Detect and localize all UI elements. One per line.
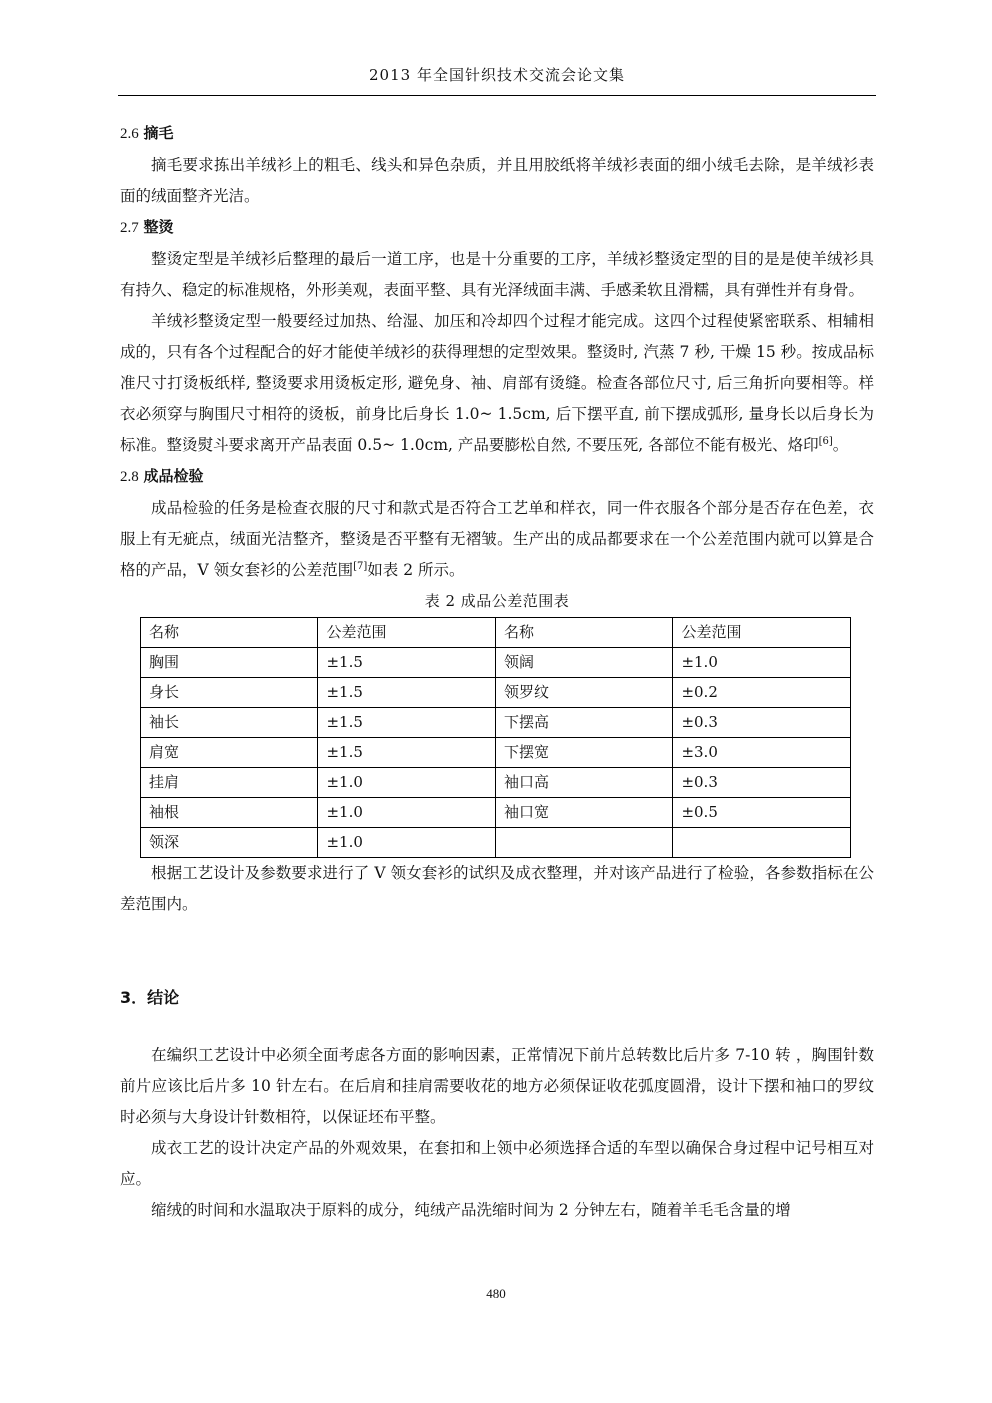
conclusion-paragraph-1: 在编织工艺设计中必须全面考虑各方面的影响因素，正常情况下前片总转数比后片多 7-10 转 ，胸围针数前片应该比后片多 10 针左右。在后肩和挂肩需要收花的地方必须保证收花弧度圆滑，设计下摆和袖口的罗纹时必须与大身设计针数相符，以保证坯布平整。 — [120, 1046, 874, 1126]
conclusion-heading: 3．结论 — [120, 988, 180, 1007]
table-row — [141, 678, 851, 708]
paragraph-end: 如表 2 所示。 — [367, 561, 465, 579]
table-row — [141, 798, 851, 828]
section-number: 2.6 — [120, 126, 139, 142]
section-2-8-heading — [120, 461, 874, 493]
section-2-7-heading — [120, 212, 874, 244]
table-row — [141, 738, 851, 768]
conclusion-paragraph-2: 成衣工艺的设计决定产品的外观效果，在套扣和上领中必须选择合适的车型以确保合身过程中记号相互对应。 — [120, 1139, 874, 1188]
table-cell: 领阔 — [495, 648, 672, 678]
table-cell: 袖根 — [141, 798, 318, 828]
table-cell: ±1.0 — [318, 798, 496, 828]
table-cell: 身长 — [141, 678, 318, 708]
table-cell: 袖口宽 — [495, 798, 672, 828]
table-header-cell: 名称 — [141, 618, 318, 648]
paragraph-text: 成品检验的任务是检查衣服的尺寸和款式是否符合工艺单和样衣，同一件衣服各个部分是否存在色差，衣服上有无疵点，绒面光洁整齐，整烫是否平整有无褶皱。生产出的成品都要求在一个公差范围内就可以算是合格的产品，V 领女套衫的公差范围 — [120, 499, 874, 579]
section-spacer — [120, 920, 874, 982]
table-row — [141, 828, 851, 858]
table-cell: 袖长 — [141, 708, 318, 738]
table-cell: ±3.0 — [673, 738, 851, 768]
table-row — [141, 648, 851, 678]
section-number: 2.7 — [120, 220, 139, 236]
table-cell: ±1.5 — [318, 738, 496, 768]
paragraph-text: 羊绒衫整烫定型一般要经过加热、给湿、加压和冷却四个过程才能完成。这四个过程使紧密联系、相辅相成的，只有各个过程配合的好才能使羊绒衫的获得理想的定型效果。整烫时, 汽蒸 7 秒, 干燥 15 秒。按成品标准尺寸打烫板纸样, 整烫要求用烫板定形, 避免身、袖、肩部有烫缝。检查各部位尺寸, 后三角折向要相等。样衣必须穿与胸围尺寸相符的烫板，前身比后身长 1.0~ 1.5cm, 后下摆平直, 前下摆成弧形, 量身长以后身长为标准。整烫熨斗要求离开产品表面 0.5~ 1.0cm, 产品要膨松自然, 不要压死, 各部位不能有极光、烙印 — [120, 312, 874, 454]
table-cell: 胸围 — [141, 648, 318, 678]
table-cell: ±0.3 — [673, 708, 851, 738]
table-cell: ±1.5 — [318, 678, 496, 708]
page-number: 480 — [486, 1286, 506, 1301]
paragraph-end: 。 — [832, 436, 849, 454]
section-2-6-heading — [120, 118, 874, 150]
table-cell: ±1.0 — [318, 768, 496, 798]
tolerance-table — [140, 617, 851, 858]
conclusion-paragraph-3: 缩绒的时间和水温取决于原料的成分，纯绒产品洗缩时间为 2 分钟左右，随着羊毛毛含量的增 — [151, 1201, 791, 1219]
table-header-row — [141, 618, 851, 648]
table-cell: 袖口高 — [495, 768, 672, 798]
citation-ref: [6] — [818, 435, 833, 447]
running-header: 2013 年全国针织技术交流会论文集 — [369, 66, 625, 84]
table-cell: 挂肩 — [141, 768, 318, 798]
table-row — [141, 708, 851, 738]
table-cell — [673, 828, 851, 858]
table-row — [141, 768, 851, 798]
citation-ref: [7] — [353, 560, 368, 572]
table-cell: ±1.0 — [318, 828, 496, 858]
table-cell: ±0.5 — [673, 798, 851, 828]
table-cell: 下摆高 — [495, 708, 672, 738]
table-cell: 肩宽 — [141, 738, 318, 768]
table-caption: 表 2 成品公差范围表 — [424, 592, 570, 610]
section-2-7-paragraph-1: 整烫定型是羊绒衫后整理的最后一道工序，也是十分重要的工序，羊绒衫整烫定型的目的是是使羊绒衫具有持久、稳定的标准规格，外形美观，表面平整、具有光泽绒面丰满、手感柔软且滑糯，具有弹性并有身骨。 — [120, 250, 874, 299]
page-content — [120, 118, 874, 1226]
table-header-cell: 名称 — [495, 618, 672, 648]
table-cell: ±1.0 — [673, 648, 851, 678]
table-cell: 领深 — [141, 828, 318, 858]
table-header-cell: 公差范围 — [318, 618, 496, 648]
header-rule — [118, 95, 876, 96]
table-cell — [495, 828, 672, 858]
section-2-8-paragraph — [120, 493, 874, 586]
table-cell: 领罗纹 — [495, 678, 672, 708]
section-number: 2.8 — [120, 469, 139, 485]
section-title: 成品检验 — [143, 467, 204, 485]
section-2-6-paragraph: 摘毛要求拣出羊绒衫上的粗毛、线头和异色杂质，并且用胶纸将羊绒衫表面的细小绒毛去除，是羊绒衫表面的绒面整齐光洁。 — [120, 156, 874, 205]
table-cell: 下摆宽 — [495, 738, 672, 768]
table-cell: ±0.3 — [673, 768, 851, 798]
table-cell: ±1.5 — [318, 708, 496, 738]
table-header-cell: 公差范围 — [673, 618, 851, 648]
section-2-7-paragraph-2 — [120, 306, 874, 461]
table-cell: ±0.2 — [673, 678, 851, 708]
section-title: 摘毛 — [143, 124, 174, 142]
after-table-paragraph: 根据工艺设计及参数要求进行了 V 领女套衫的试织及成衣整理，并对该产品进行了检验，各参数指标在公差范围内。 — [120, 864, 874, 913]
section-spacer — [120, 1013, 874, 1040]
table-cell: ±1.5 — [318, 648, 496, 678]
section-title: 整烫 — [143, 218, 174, 236]
